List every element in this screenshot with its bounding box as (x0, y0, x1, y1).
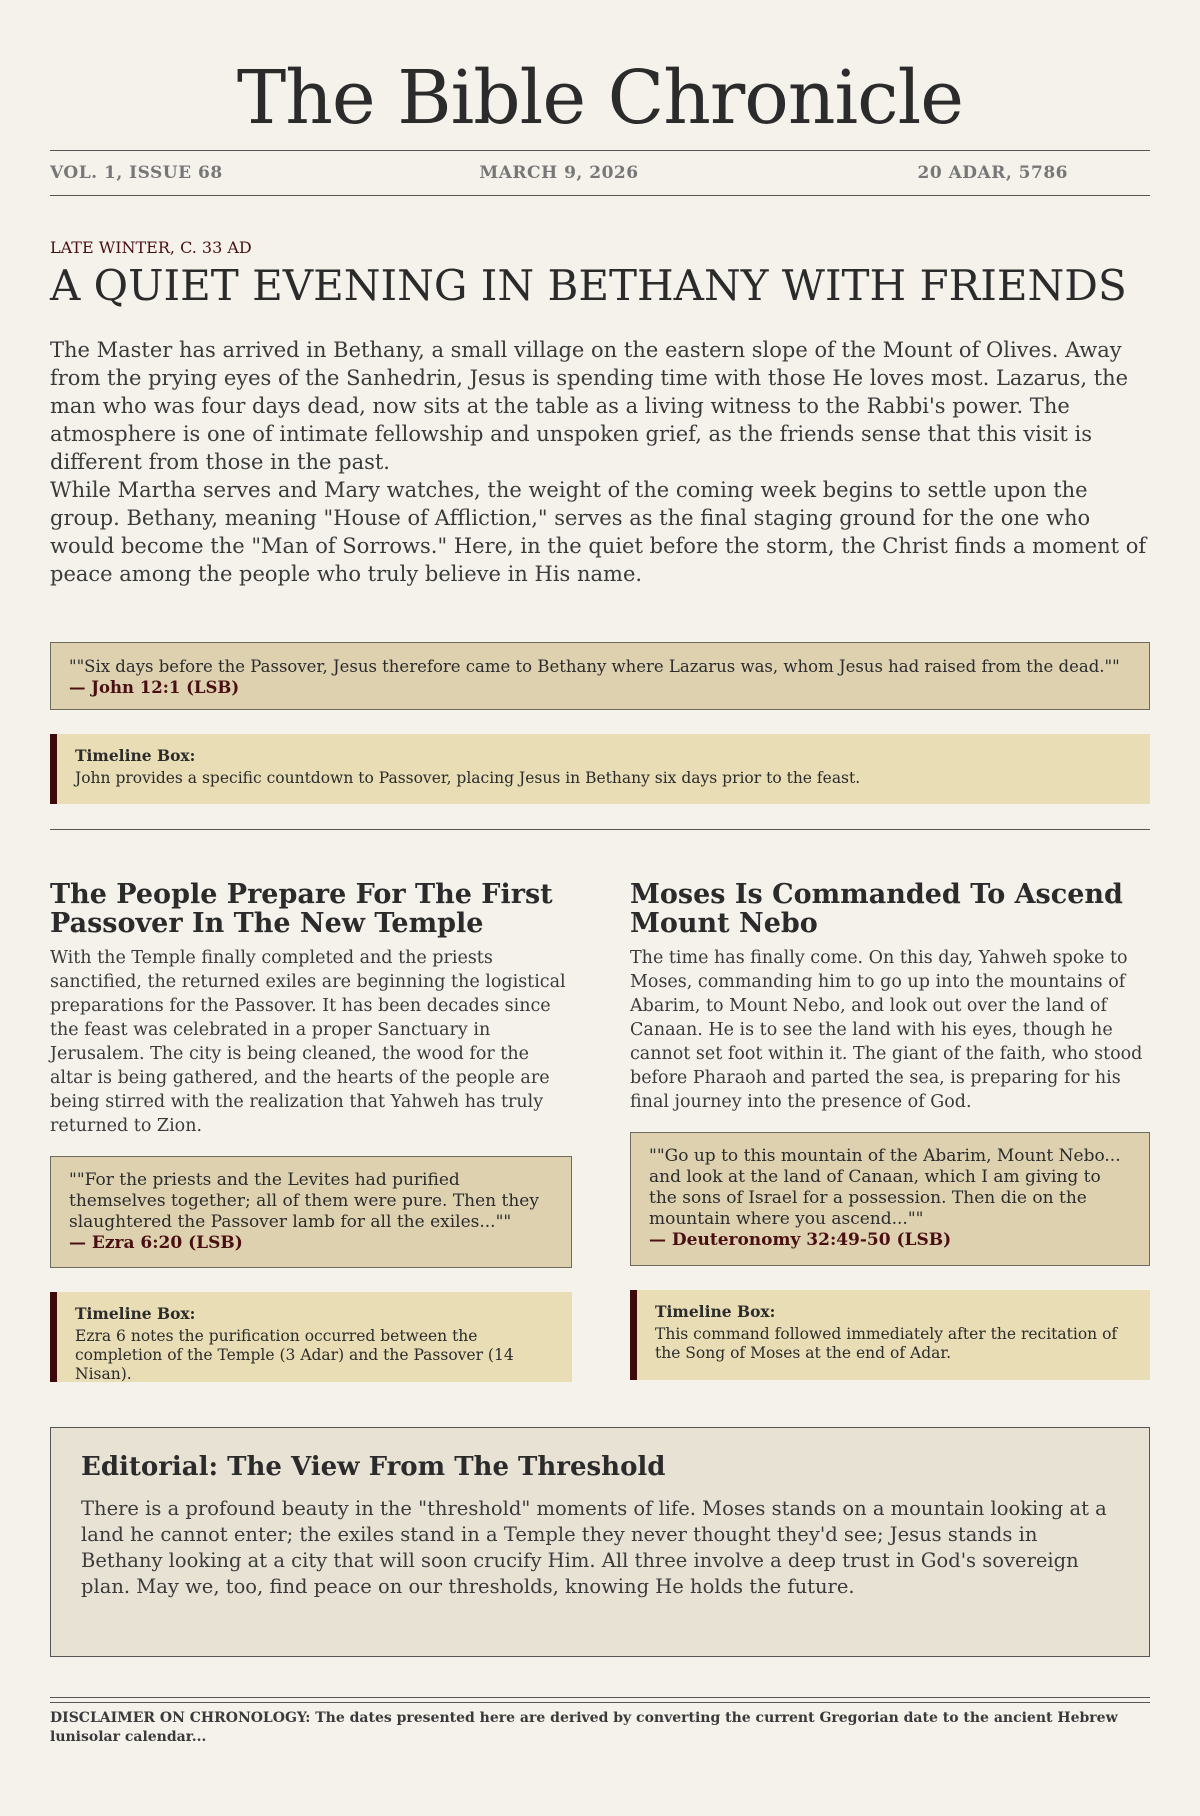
lead-paragraph-2: While Martha serves and Mary watches, the weight of the coming week begins to settle upon the group. Bethany, meaning "House of Affliction," serves as the final staging ground for the one who would become the "Man of Sorrows." Here, in the quiet before the storm, the Christ finds a moment of peace among the people who truly believe in His name. (50, 478, 1147, 586)
quote-text: ""Six days before the Passover, Jesus therefore came to Bethany where Lazarus was, whom Jesus had raised from the dead."" (69, 657, 1120, 676)
right-article-headline: Moses Is Commanded To Ascend Mount Nebo (630, 879, 1123, 939)
timeline-label: Timeline Box: (655, 1302, 776, 1321)
quote-reference: — John 12:1 (LSB) (69, 678, 240, 697)
editorial-title: Editorial: The View From The Threshold (81, 1452, 666, 1482)
volume-issue: VOL. 1, ISSUE 68 (50, 163, 223, 183)
chronology-disclaimer: DISCLAIMER ON CHRONOLOGY: The dates presented here are derived by converting the current Gregorian date to the ancient Hebrew lunisolar calendar... (50, 1710, 1118, 1745)
lead-headline: A QUIET EVENING IN BETHANY WITH FRIENDS (50, 261, 1127, 310)
lead-paragraph-1: The Master has arrived in Bethany, a small village on the eastern slope of the Mount of Olives. Away from the prying eyes of the Sanhedrin, Jesus is spending time with those He loves most. Lazarus, the man who was four days dead, now sits at the table as a living witness to the Rabbi's power. The atmosphere is one of intimate fellowship and unspoken grief, as the friends sense that this visit is different from those in the past. (50, 338, 1129, 474)
timeline-text: Ezra 6 notes the purification occurred between the completion of the Temple (3 Adar) and the Passover (14 Nisan). (75, 1327, 514, 1383)
publication-date: MARCH 9, 2026 (479, 163, 639, 183)
quote-reference: — Ezra 6:20 (LSB) (69, 1233, 243, 1253)
left-article-headline: The People Prepare For The First Passover In The New Temple (50, 879, 553, 939)
section-divider (50, 829, 1150, 830)
right-scripture-quote (630, 1132, 1150, 1266)
quote-reference: — Deuteronomy 32:49-50 (LSB) (649, 1230, 952, 1250)
timeline-label: Timeline Box: (75, 746, 196, 765)
right-article-body: The time has finally come. On this day, Yahweh spoke to Moses, commanding him to go up into the mountains of Abarim, to Mount Nebo, and look out over the land of Canaan. He is to see the land with his eyes, though he cannot set foot within it. The giant of the faith, who stood before Pharaoh and parted the sea, is preparing for his final journey into the presence of God. (630, 948, 1143, 1112)
quote-text: ""Go up to this mountain of the Abarim, Mount Nebo... and look at the land of Canaan, which I am giving to the sons of Israel for a possession. Then die on the mountain where you ascend..."" (649, 1146, 1121, 1229)
timeline-text: This command followed immediately after the recitation of the Song of Moses at the end of Adar. (655, 1325, 1118, 1362)
hebrew-date: 20 ADAR, 5786 (917, 163, 1068, 183)
left-scripture-quote (50, 1156, 572, 1268)
editorial-box (50, 1427, 1150, 1657)
masthead-info-bar (50, 150, 1150, 196)
timeline-label: Timeline Box: (75, 1304, 196, 1323)
editorial-body: There is a profound beauty in the "threshold" moments of life. Moses stands on a mountain looking at a land he cannot enter; the exiles stand in a Temple they never thought they'd see; Jesus stands in Bethany looking at a city that will soon crucify Him. All three involve a deep trust in God's sovereign plan. May we, too, find peace on our thresholds, knowing He holds the future. (81, 1497, 1107, 1598)
masthead-title: The Bible Chronicle (236, 55, 964, 141)
lead-kicker: LATE WINTER, C. 33 AD (50, 238, 252, 257)
timeline-text: John provides a specific countdown to Passover, placing Jesus in Bethany six days prior to the feast. (75, 769, 861, 787)
quote-text: ""For the priests and the Levites had purified themselves together; all of them were pure. Then they slaughtered the Passover lamb for all the exiles..."" (69, 1170, 539, 1232)
right-timeline-box (630, 1290, 1150, 1380)
lead-scripture-quote (50, 642, 1150, 710)
left-timeline-box (50, 1292, 572, 1382)
footer-double-rule (50, 1697, 1150, 1703)
left-article-body: With the Temple finally completed and the priests sanctified, the returned exiles are beginning the logistical preparations for the Passover. It has been decades since the feast was celebrated in a proper Sanctuary in Jerusalem. The city is being cleaned, the wood for the altar is being gathered, and the hearts of the people are being stirred with the realization that Yahweh has truly returned to Zion. (50, 948, 566, 1136)
lead-timeline-box (50, 734, 1150, 804)
